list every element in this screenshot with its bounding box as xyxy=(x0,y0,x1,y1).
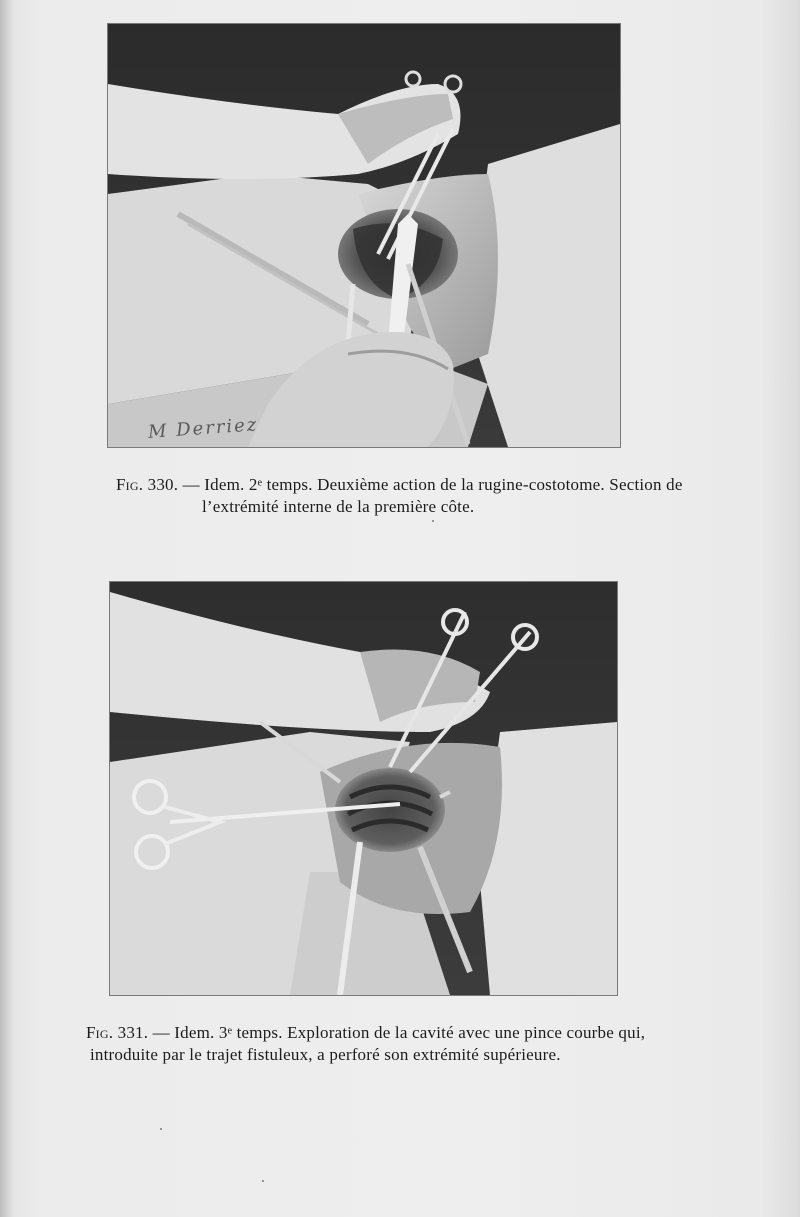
paper-speck xyxy=(160,1128,162,1130)
figure-331-caption-line2: introduite par le trajet fistuleux, a perforé son extrémité supérieure. xyxy=(90,1045,561,1064)
artist-signature: M Derriez xyxy=(147,414,259,443)
figure-330-caption xyxy=(116,474,716,518)
figure-330-caption-line1: — Idem. 2ᵉ temps. Deuxième action de la rugine-costotome. Section de xyxy=(182,475,683,494)
figure-331-number: Fig. 331. xyxy=(86,1023,149,1042)
figure-330-caption-line2: l’extrémité interne de la première côte. xyxy=(202,497,475,516)
surgery-photo-2 xyxy=(110,582,617,995)
figure-331-caption-line1: — Idem. 3ᵉ temps. Exploration de la cavité avec une pince courbe qui, xyxy=(152,1023,646,1042)
paper-speck xyxy=(432,520,434,522)
figure-331-caption xyxy=(86,1022,726,1066)
figure-330-photograph xyxy=(108,24,620,447)
surgery-photo-1 xyxy=(108,24,620,447)
figure-330-number: Fig. 330. xyxy=(116,475,179,494)
paper-speck xyxy=(262,1180,264,1182)
figure-331-photograph xyxy=(110,582,617,995)
